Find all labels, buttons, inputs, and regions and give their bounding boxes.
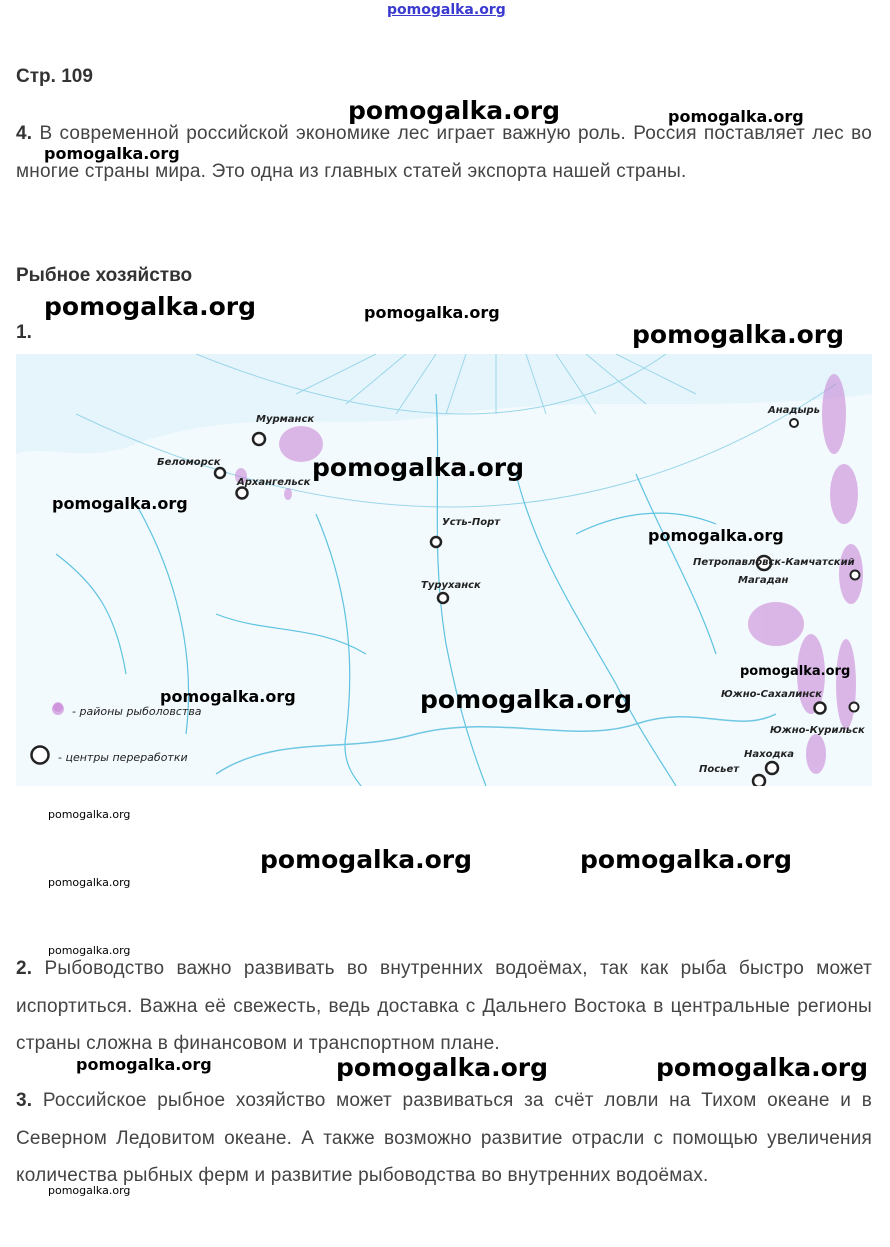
yuzhno-kurilsk-marker bbox=[850, 703, 859, 712]
watermark: pomogalka.org bbox=[312, 453, 525, 482]
item-1-number: 1. bbox=[16, 322, 32, 343]
watermark: pomogalka.org bbox=[668, 107, 804, 126]
anadyr-marker bbox=[790, 419, 798, 427]
item-2-number: 2. bbox=[16, 958, 33, 979]
watermark: pomogalka.org bbox=[656, 1053, 869, 1082]
section-4-number: 4. bbox=[16, 123, 33, 144]
watermark: pomogalka.org bbox=[740, 664, 851, 679]
yuzhno-sakhalinsk-label: Южно-Сахалинск bbox=[721, 689, 822, 700]
item-3-number: 3. bbox=[16, 1090, 33, 1111]
legend-processing-swatch bbox=[32, 747, 49, 764]
watermark: pomogalka.org bbox=[632, 320, 845, 349]
belomorsk-label: Беломорск bbox=[157, 457, 221, 468]
watermark: pomogalka.org bbox=[260, 845, 473, 874]
watermark: pomogalka.org bbox=[52, 494, 188, 513]
yuzhno-sakhalinsk-marker bbox=[815, 703, 826, 714]
turukhansk-marker bbox=[438, 593, 448, 603]
turukhansk-label: Туруханск bbox=[421, 580, 481, 591]
arkhangelsk-marker bbox=[237, 488, 248, 499]
posyet-label: Посьет bbox=[699, 764, 740, 775]
fishing-heading: Рыбное хозяйство bbox=[16, 265, 193, 286]
watermark: pomogalka.org bbox=[648, 526, 784, 545]
magadan-label: Магадан bbox=[738, 575, 789, 586]
anadyr-label: Анадырь bbox=[768, 405, 820, 416]
legend-processing-label: - центры переработки bbox=[58, 751, 188, 764]
fishing-map bbox=[16, 354, 872, 786]
top-watermark-link[interactable]: pomogalka.org bbox=[387, 2, 506, 18]
watermark: pomogalka.org bbox=[348, 96, 561, 125]
watermark: pomogalka.org bbox=[48, 944, 131, 957]
watermark: pomogalka.org bbox=[76, 1055, 212, 1074]
nakhodka-marker bbox=[766, 762, 778, 774]
watermark: pomogalka.org bbox=[420, 685, 633, 714]
item-2-text: Рыбоводство важно развивать во внутренних водоёмах, так как рыба быстро может испортиться. Важна её свежесть, ведь доставка с Дальнего Востока в центральные регионы страны сложна в финансовом и транспортном плане. bbox=[16, 958, 872, 1054]
watermark: pomogalka.org bbox=[44, 292, 257, 321]
yuzhno-kurilsk-label: Южно-Курильск bbox=[770, 725, 865, 736]
item-2-paragraph bbox=[16, 950, 872, 1063]
watermark: pomogalka.org bbox=[336, 1053, 549, 1082]
watermark: pomogalka.org bbox=[48, 808, 131, 821]
watermark: pomogalka.org bbox=[160, 687, 296, 706]
arkhangelsk-label: Архангельск bbox=[237, 477, 311, 488]
watermark: pomogalka.org bbox=[364, 303, 500, 322]
ust-port-label: Усть-Порт bbox=[442, 517, 501, 528]
watermark: pomogalka.org bbox=[48, 876, 131, 889]
item-3-paragraph bbox=[16, 1082, 872, 1195]
legend-fishing-swatch bbox=[52, 703, 64, 715]
watermark: pomogalka.org bbox=[44, 144, 180, 163]
murmansk-label: Мурманск bbox=[256, 414, 315, 425]
petropavlovsk-marker bbox=[851, 571, 860, 580]
nakhodka-label: Находка bbox=[744, 749, 795, 760]
murmansk-marker bbox=[253, 433, 265, 445]
watermark: pomogalka.org bbox=[48, 1184, 131, 1197]
legend-fishing-label: - районы рыболовства bbox=[72, 705, 202, 718]
section-4-text: В современной российской экономике лес играет важную роль. Россия поставляет лес во многие страны мира. Это одна из главных статей экспорта нашей страны. bbox=[16, 123, 872, 182]
page-number: Стр. 109 bbox=[16, 66, 93, 87]
item-3-text: Российское рыбное хозяйство может развиваться за счёт ловли на Тихом океане и в Северном Ледовитом океане. А также возможно развитие отрасли с помощью увеличения количества рыбных ферм и развитие рыбоводства во внутренних водоёмах. bbox=[16, 1090, 872, 1186]
ust-port-marker bbox=[431, 537, 441, 547]
petropavlovsk-label: Петропавловск-Камчатский bbox=[693, 557, 855, 568]
posyet-marker bbox=[753, 775, 765, 786]
belomorsk-marker bbox=[215, 468, 225, 478]
watermark: pomogalka.org bbox=[580, 845, 793, 874]
